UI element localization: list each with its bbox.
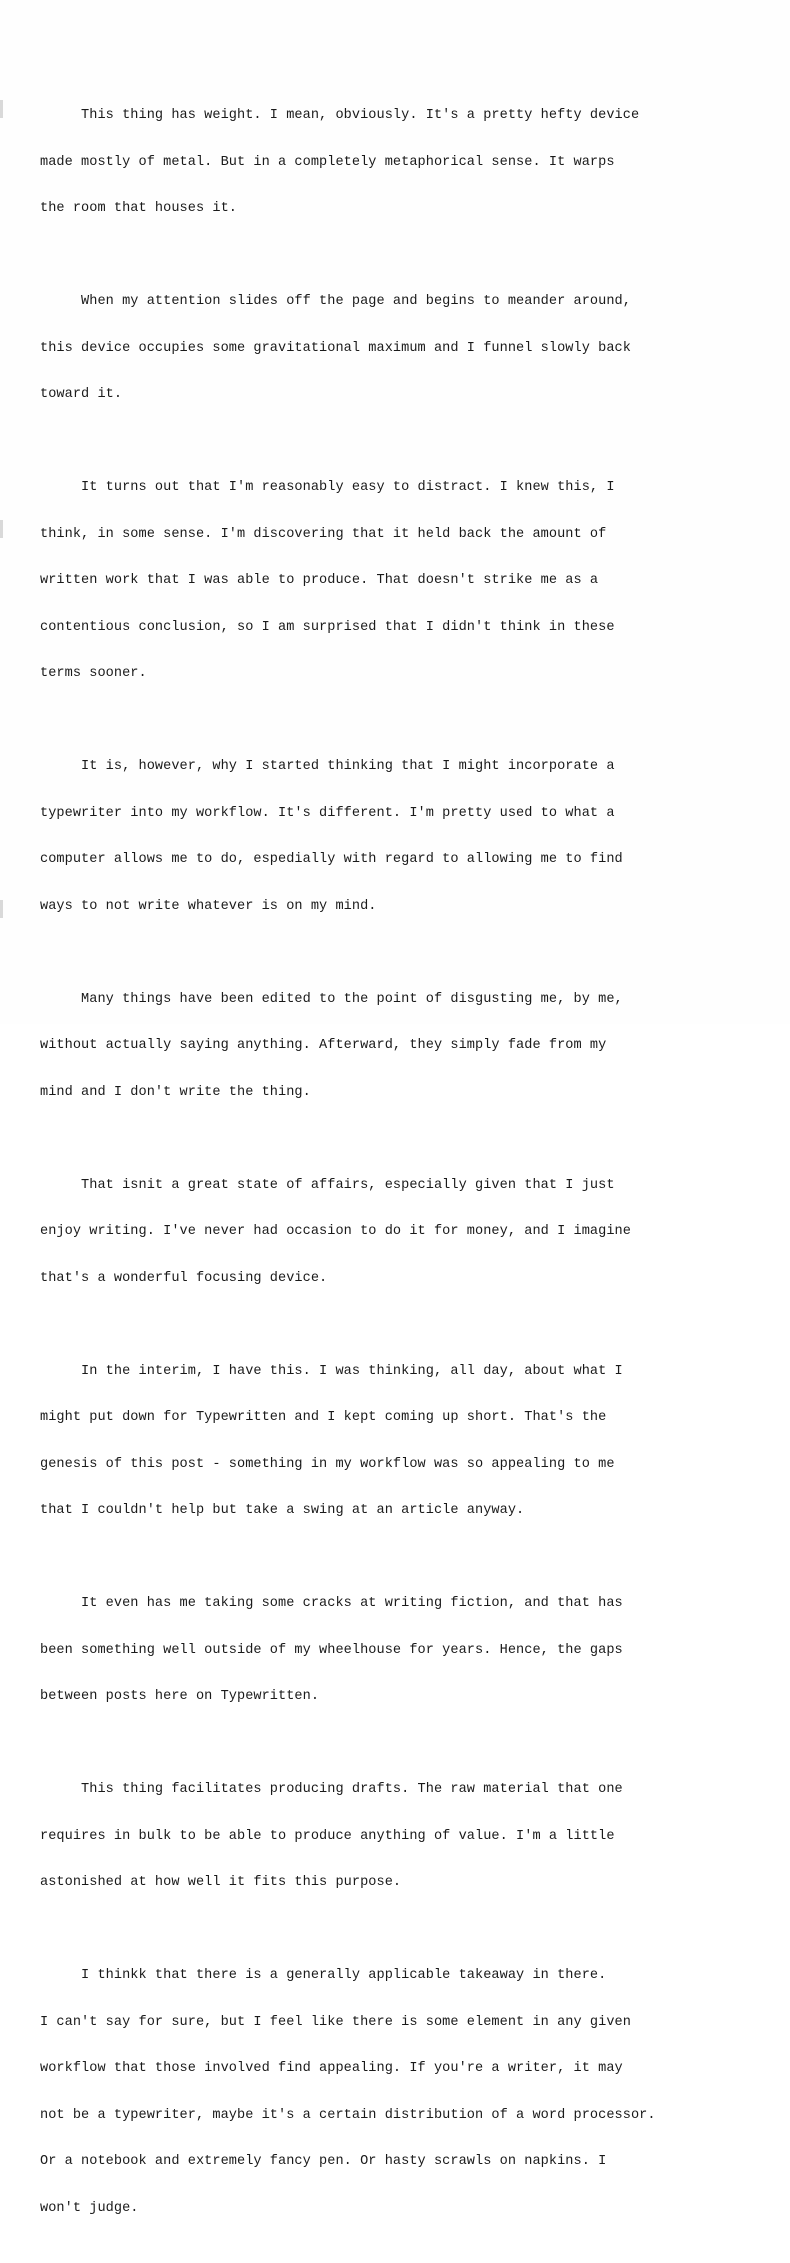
scan-edge-mark (0, 520, 3, 538)
text-line: I can't say for sure, but I feel like there is some element in any given (40, 2014, 631, 2030)
text-line: ways to not write whatever is on my mind. (40, 898, 377, 914)
text-line: might put down for Typewritten and I kept coming up short. That's the (40, 1410, 607, 1425)
text-line: That isnit a great state of affairs, especially given that I just (40, 1177, 615, 1193)
text-line: It is, however, why I started thinking that I might incorporate a (40, 759, 615, 774)
scan-edge-mark (0, 900, 3, 918)
text-line: without actually saying anything. Afterward, they simply fade from my (40, 1038, 607, 1053)
paragraph (40, 1751, 785, 1922)
text-line: been something well outside of my wheelhouse for years. Hence, the gaps (40, 1642, 623, 1658)
text-line: typewriter into my workflow. It's different. I'm pretty used to what a (40, 805, 615, 821)
text-line: When my attention slides off the page and begins to meander around, (40, 294, 631, 309)
text-line: It turns out that I'm reasonably easy to distract. I knew this, I (40, 480, 615, 495)
paragraph (40, 1333, 785, 1550)
paragraph (40, 77, 785, 248)
paragraph (40, 449, 785, 713)
text-line: between posts here on Typewritten. (40, 1689, 320, 1704)
text-line: genesis of this post - something in my workflow was so appealing to me (40, 1456, 615, 1472)
text-line: not be a typewriter, maybe it's a certain distribution of a word processor. (40, 2107, 656, 2123)
text-line: toward it. (40, 387, 123, 402)
typed-body (40, 77, 785, 2263)
paragraph (40, 1147, 785, 1318)
text-line: enjoy writing. I've never had occasion to do it for money, and I imagine (40, 1224, 631, 1239)
text-line: made mostly of metal. But in a completely metaphorical sense. It warps (40, 154, 615, 170)
scan-edge-mark (0, 100, 3, 118)
text-line: computer allows me to do, espedially with regard to allowing me to find (40, 852, 623, 867)
text-line: mind and I don't write the thing. (40, 1084, 311, 1100)
text-line: terms sooner. (40, 666, 147, 681)
text-line: Or a notebook and extremely fancy pen. Or hasty scrawls on napkins. I (40, 2154, 607, 2169)
text-line: This thing facilitates producing drafts. The raw material that one (40, 1782, 623, 1797)
paragraph (40, 728, 785, 945)
text-line: Many things have been edited to the point of disgusting me, by me, (40, 991, 623, 1007)
paragraph (40, 263, 785, 434)
text-line: contentious conclusion, so I am surprised that I didn't think in these (40, 619, 615, 635)
text-line: the room that houses it. (40, 201, 237, 216)
text-line: written work that I was able to produce. That doesn't strike me as a (40, 573, 599, 588)
text-line: that's a wonderful focusing device. (40, 1270, 328, 1286)
text-line: that I couldn't help but take a swing at an article anyway. (40, 1503, 525, 1518)
paragraph (40, 1937, 785, 2247)
text-line: It even has me taking some cracks at writing fiction, and that has (40, 1596, 623, 1611)
text-line: requires in bulk to be able to produce anything of value. I'm a little (40, 1828, 615, 1844)
text-line: In the interim, I have this. I was thinking, all day, about what I (40, 1363, 623, 1379)
text-line: this device occupies some gravitational maximum and I funnel slowly back (40, 340, 631, 356)
text-line: I thinkk that there is a generally applicable takeaway in there. (40, 1968, 607, 1983)
text-line: astonished at how well it fits this purpose. (40, 1875, 402, 1890)
text-line: won't judge. (40, 2200, 139, 2216)
paragraph (40, 1565, 785, 1736)
text-line: This thing has weight. I mean, obviously. It's a pretty hefty device (40, 108, 640, 123)
text-line: workflow that those involved find appealing. If you're a writer, it may (40, 2061, 623, 2076)
text-line: think, in some sense. I'm discovering that it held back the amount of (40, 526, 607, 542)
paragraph (40, 961, 785, 1132)
